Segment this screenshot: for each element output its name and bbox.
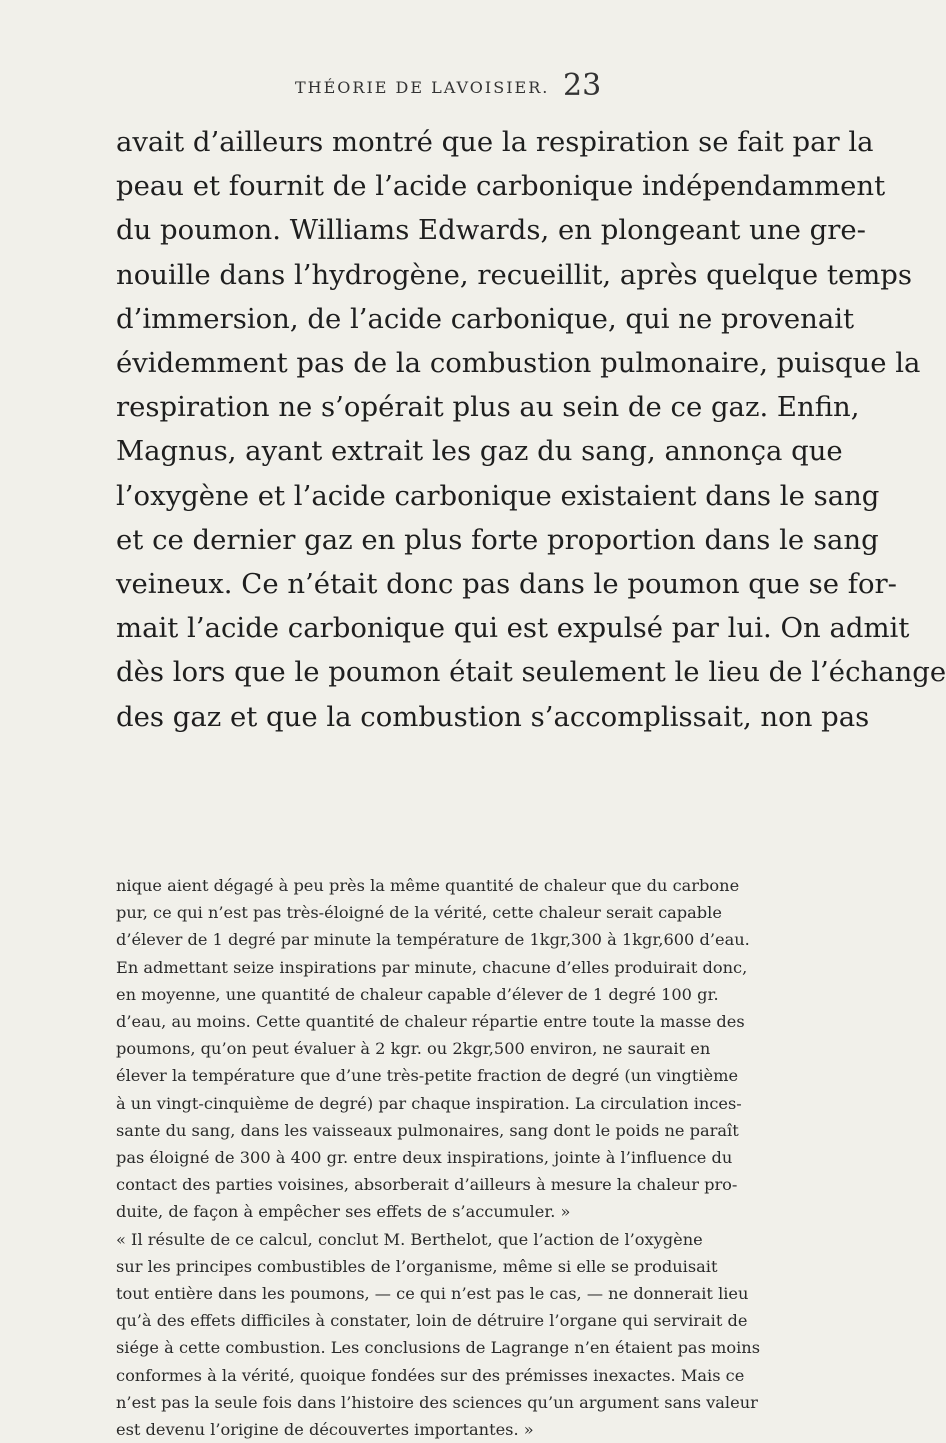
page-number: 23 [563,68,602,103]
note-line: qu’à des effets difficiles à constater, loin de détruire l’organe qui servirait de [116,1311,748,1331]
footnote-text [116,872,761,1443]
note-line: conformes à la vérité, quoique fondées sur des prémisses inexactes. Mais ce [116,1365,745,1385]
note-line: d’eau, au moins. Cette quantité de chaleur répartie entre toute la masse des [116,1012,745,1032]
text-line: du poumon. Williams Edwards, en plongeant une gre- [116,214,866,247]
note-line: « Il résulte de ce calcul, conclut M. Berthelot, que l’action de l’oxygène [116,1229,703,1249]
text-line: nouille dans l’hydrogène, recueillit, après quelque temps [116,258,913,291]
note-line: contact des parties voisines, absorberait d’ailleurs à mesure la chaleur pro- [116,1175,738,1195]
note-line: est devenu l’origine de découvertes importantes. » [116,1420,534,1440]
text-line: Magnus, ayant extrait les gaz du sang, annonça que [116,435,843,468]
note-line: sur les principes combustibles de l’organisme, même si elle se produisait [116,1256,718,1276]
note-line: n’est pas la seule fois dans l’histoire des sciences qu’un argument sans valeur [116,1392,758,1412]
main-text [116,120,946,739]
text-line: veineux. Ce n’était donc pas dans le poumon que se for- [116,568,897,601]
text-line: et ce dernier gaz en plus forte proportion dans le sang [116,523,879,556]
text-line: mait l’acide carbonique qui est expulsé par lui. On admit [116,612,910,645]
note-line: pur, ce qui n’est pas très-éloigné de la vérité, cette chaleur serait capable [116,903,722,923]
note-line: tout entière dans les poumons, — ce qui n’est pas le cas, — ne donnerait lieu [116,1284,749,1304]
note-line: d’élever de 1 degré par minute la température de 1kgr,300 à 1kgr,600 d’eau. [116,930,750,950]
note-line: nique aient dégagé à peu près la même quantité de chaleur que du carbone [116,876,740,895]
note-line: élever la température que d’une très-petite fraction de degré (un vingtième [116,1066,739,1086]
note-line: poumons, qu’on peut évaluer à 2 kgr. ou 2kgr,500 environ, ne saurait en [116,1039,711,1059]
note-line: pas éloigné de 300 à 400 gr. entre deux inspirations, jointe à l’influence du [116,1148,733,1168]
text-line: d’immersion, de l’acide carbonique, qui ne provenait [116,302,855,335]
note-line: à un vingt-cinquième de degré) par chaque inspiration. La circulation inces- [116,1093,742,1113]
note-line: En admettant seize inspirations par minute, chacune d’elles produirait donc, [116,957,748,977]
text-line: peau et fournit de l’acide carbonique indépendamment [116,170,886,203]
text-line: évidemment pas de la combustion pulmonaire, puisque la [116,347,921,380]
note-line: en moyenne, une quantité de chaleur capable d’élever de 1 degré 100 gr. [116,984,719,1004]
text-line: avait d’ailleurs montré que la respiration se fait par la [116,126,874,158]
text-line: dès lors que le poumon était seulement le lieu de l’échange [116,656,946,689]
note-line: sante du sang, dans les vaisseaux pulmonaires, sang dont le poids ne paraît [116,1120,739,1140]
text-line: l’oxygène et l’acide carbonique existaient dans le sang [116,479,880,512]
text-line: respiration ne s’opérait plus au sein de ce gaz. Enfin, [116,391,860,424]
note-line: duite, de façon à empêcher ses effets de s’accumuler. » [116,1202,571,1222]
running-head: THÉORIE DE LAVOISIER. [295,78,550,97]
note-line: siége à cette combustion. Les conclusions de Lagrange n’en étaient pas moins [116,1338,761,1358]
text-line: des gaz et que la combustion s’accomplissait, non pas [116,700,870,733]
page-header [0,68,800,108]
